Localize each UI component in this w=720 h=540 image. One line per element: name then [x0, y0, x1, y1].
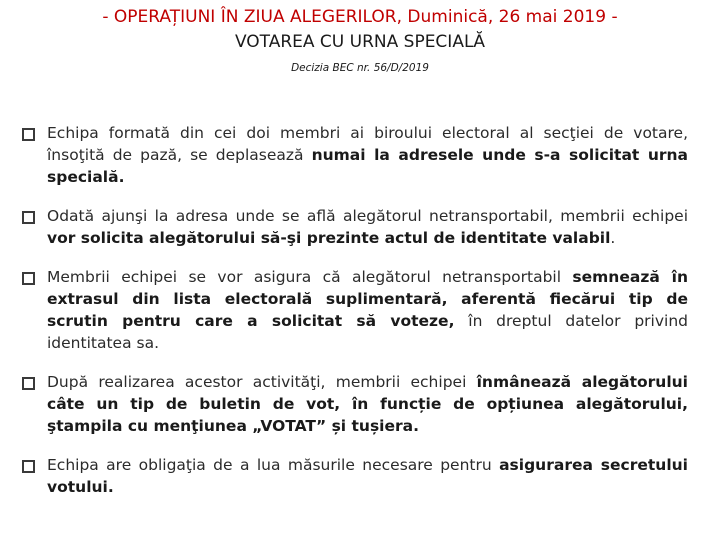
square-bullet-icon — [22, 211, 35, 224]
bullet-5-part-1: Echipa are obligaţia de a lua măsurile necesare pentru — [47, 456, 500, 474]
bullet-4-part-1: După realizarea acestor activităţi, membrii echipei — [47, 373, 477, 391]
bullet-item-1 — [22, 122, 688, 188]
bullet-item-4 — [22, 371, 688, 437]
bullet-item-2 — [22, 205, 688, 249]
bullet-text-5 — [47, 454, 688, 498]
bullet-text-3 — [47, 266, 688, 354]
bullet-item-3 — [22, 266, 688, 354]
bullet-2-part-3: . — [610, 229, 616, 247]
bullet-5-part-2: asigurarea secretului votului. — [47, 456, 688, 496]
decision-reference: Decizia BEC nr. 56/D/2019 — [291, 62, 429, 74]
slide-title-line2: VOTAREA CU URNA SPECIALĂ — [234, 32, 486, 52]
bullet-3-part-3: în dreptul datelor privind identitatea sa. — [47, 312, 688, 352]
square-bullet-icon — [22, 377, 35, 390]
square-bullet-icon — [22, 128, 35, 141]
slide-header — [0, 6, 720, 74]
square-bullet-icon — [22, 460, 35, 473]
bullet-text-2 — [47, 205, 688, 249]
bullet-text-4 — [47, 371, 688, 437]
bullet-3-part-2: semnează în extrasul din lista electorală suplimentară, aferentă fiecărui tip de scrutin pentru care a solicitat să voteze, — [47, 268, 688, 330]
bullet-1-part-2: numai la adresele unde s-a solicitat urna specială. — [47, 146, 689, 186]
bullet-item-5 — [22, 454, 688, 498]
bullet-list — [22, 122, 688, 515]
bullet-4-part-2: înmânează alegătorului câte un tip de buletin de vot, în funcție de opțiunea alegătorului, ştampila cu menţiunea „VOTAT” și tușiera. — [47, 373, 688, 435]
bullet-1-part-1: Echipa formată din cei doi membri ai biroului electoral al secţiei de votare, însoţită de pază, se deplasează — [47, 124, 688, 164]
bullet-3-part-1: Membrii echipei se vor asigura că alegătorul netransportabil — [47, 268, 573, 286]
square-bullet-icon — [22, 272, 35, 285]
bullet-2-part-1: Odată ajunşi la adresa unde se află alegătorul netransportabil, membrii echipei — [47, 207, 688, 225]
slide-title-line1: - OPERAȚIUNI ÎN ZIUA ALEGERILOR, Duminică, 26 mai 2019 - — [102, 7, 618, 27]
bullet-text-1 — [47, 122, 688, 188]
bullet-2-part-2: vor solicita alegătorului să-şi prezinte actul de identitate valabil — [47, 229, 611, 247]
